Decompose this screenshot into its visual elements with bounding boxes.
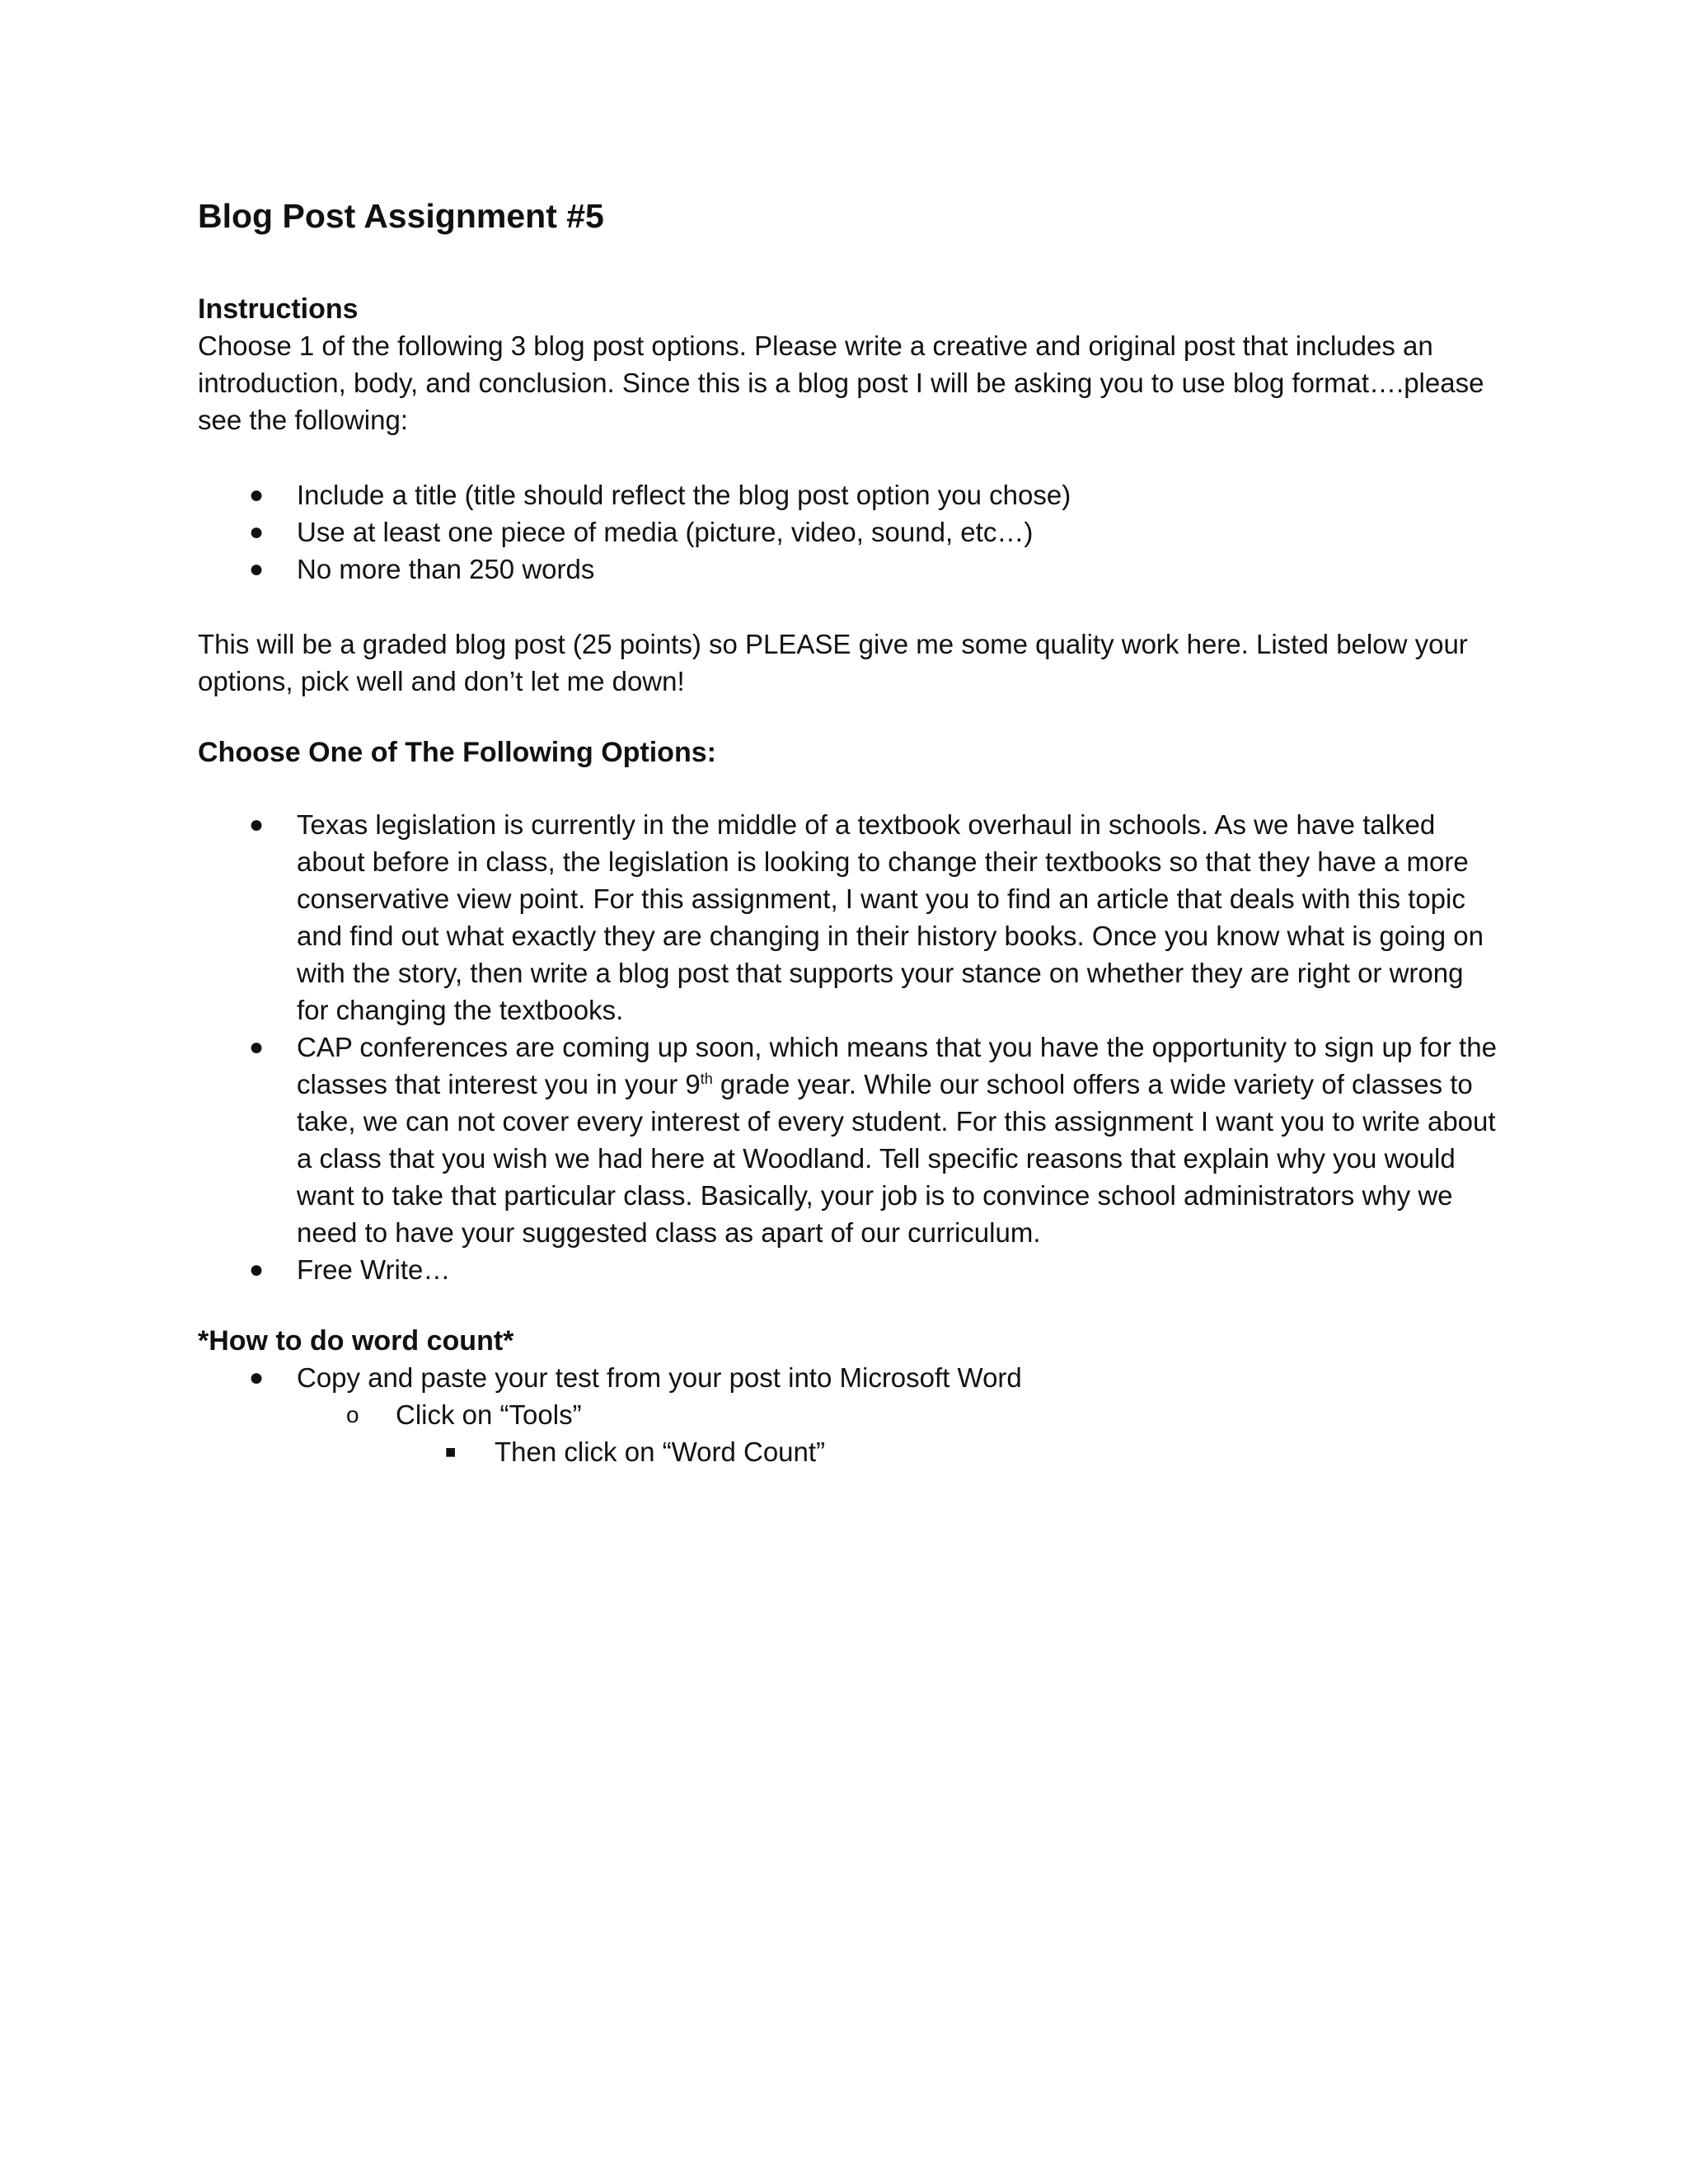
list-item — [198, 1359, 1500, 1396]
square-bullet-icon: ■ — [445, 1441, 457, 1462]
bullet-icon: ● — [249, 555, 265, 583]
list-item — [198, 513, 1500, 551]
requirements-list — [198, 476, 1500, 588]
word-count-steps — [198, 1359, 1500, 1470]
list-item — [198, 1433, 1500, 1470]
option-text-part: grade year. While our school offers a wide variety of classes to take, we can not cover every interest of every student. For this assignment I want you to write about a class that you wish we had here at Woodland. Tell specific reasons that explain why you would want to take that particular class. Basically, your job is to convince school administrators why we need to have your suggested class as apart of our curriculum. — [297, 1068, 1496, 1248]
ordinal-suffix: th — [700, 1070, 713, 1087]
requirement-text: Use at least one piece of media (picture, video, sound, etc…) — [297, 517, 1034, 548]
options-list — [198, 806, 1500, 1288]
instructions-paragraph: Choose 1 of the following 3 blog post options. Please write a creative and original post that includes an introduction, body, and conclusion. Since this is a blog post I will be asking you to use blog format….please see the following: — [198, 330, 1484, 436]
list-item — [198, 1251, 1500, 1288]
step-text: Copy and paste your test from your post into Microsoft Word — [297, 1361, 1022, 1393]
document-page — [198, 196, 1500, 1470]
option-text — [297, 1032, 1497, 1248]
list-item — [198, 551, 1500, 588]
step-text: Then click on “Word Count” — [495, 1436, 826, 1467]
bullet-icon: ● — [249, 481, 265, 509]
circle-bullet-icon: o — [346, 1401, 359, 1427]
word-count-heading: *How to do word count* — [198, 1324, 514, 1357]
bullet-icon: ● — [249, 1033, 265, 1061]
list-item — [198, 806, 1500, 1029]
graded-note: This will be a graded blog post (25 points) so PLEASE give me some quality work here. Listed below your options, pick well and don’t let me down! — [198, 629, 1468, 697]
instructions-heading: Instructions — [198, 293, 359, 326]
bullet-icon: ● — [249, 810, 265, 838]
requirement-text: Include a title (title should reflect the blog post option you chose) — [297, 480, 1071, 511]
document-title: Blog Post Assignment #5 — [198, 197, 604, 235]
list-item — [198, 1396, 1500, 1433]
step-text: Click on “Tools” — [396, 1399, 582, 1430]
requirement-text: No more than 250 words — [297, 554, 595, 585]
bullet-icon: ● — [249, 1363, 265, 1391]
list-item — [198, 476, 1500, 513]
bullet-icon: ● — [249, 1255, 265, 1283]
option-text: Free Write… — [297, 1254, 451, 1285]
bullet-icon: ● — [249, 518, 265, 546]
list-item — [198, 1029, 1500, 1251]
option-text-part: CAP conferences are coming up soon, which means that you have the opportunity to sign up for the classes that interest you in your 9 — [297, 1031, 1497, 1099]
options-heading: Choose One of The Following Options: — [198, 737, 716, 769]
option-text: Texas legislation is currently in the middle of a textbook overhaul in schools. As we have talked about before in class, the legislation is looking to change their textbooks so that they have a more conservative view point. For this assignment, I want you to find an article that deals with this topic and find out what exactly they are changing in their history books. Once you know what is going on with the story, then write a blog post that supports your stance on whether they are right or wrong for changing the textbooks. — [297, 808, 1484, 1025]
